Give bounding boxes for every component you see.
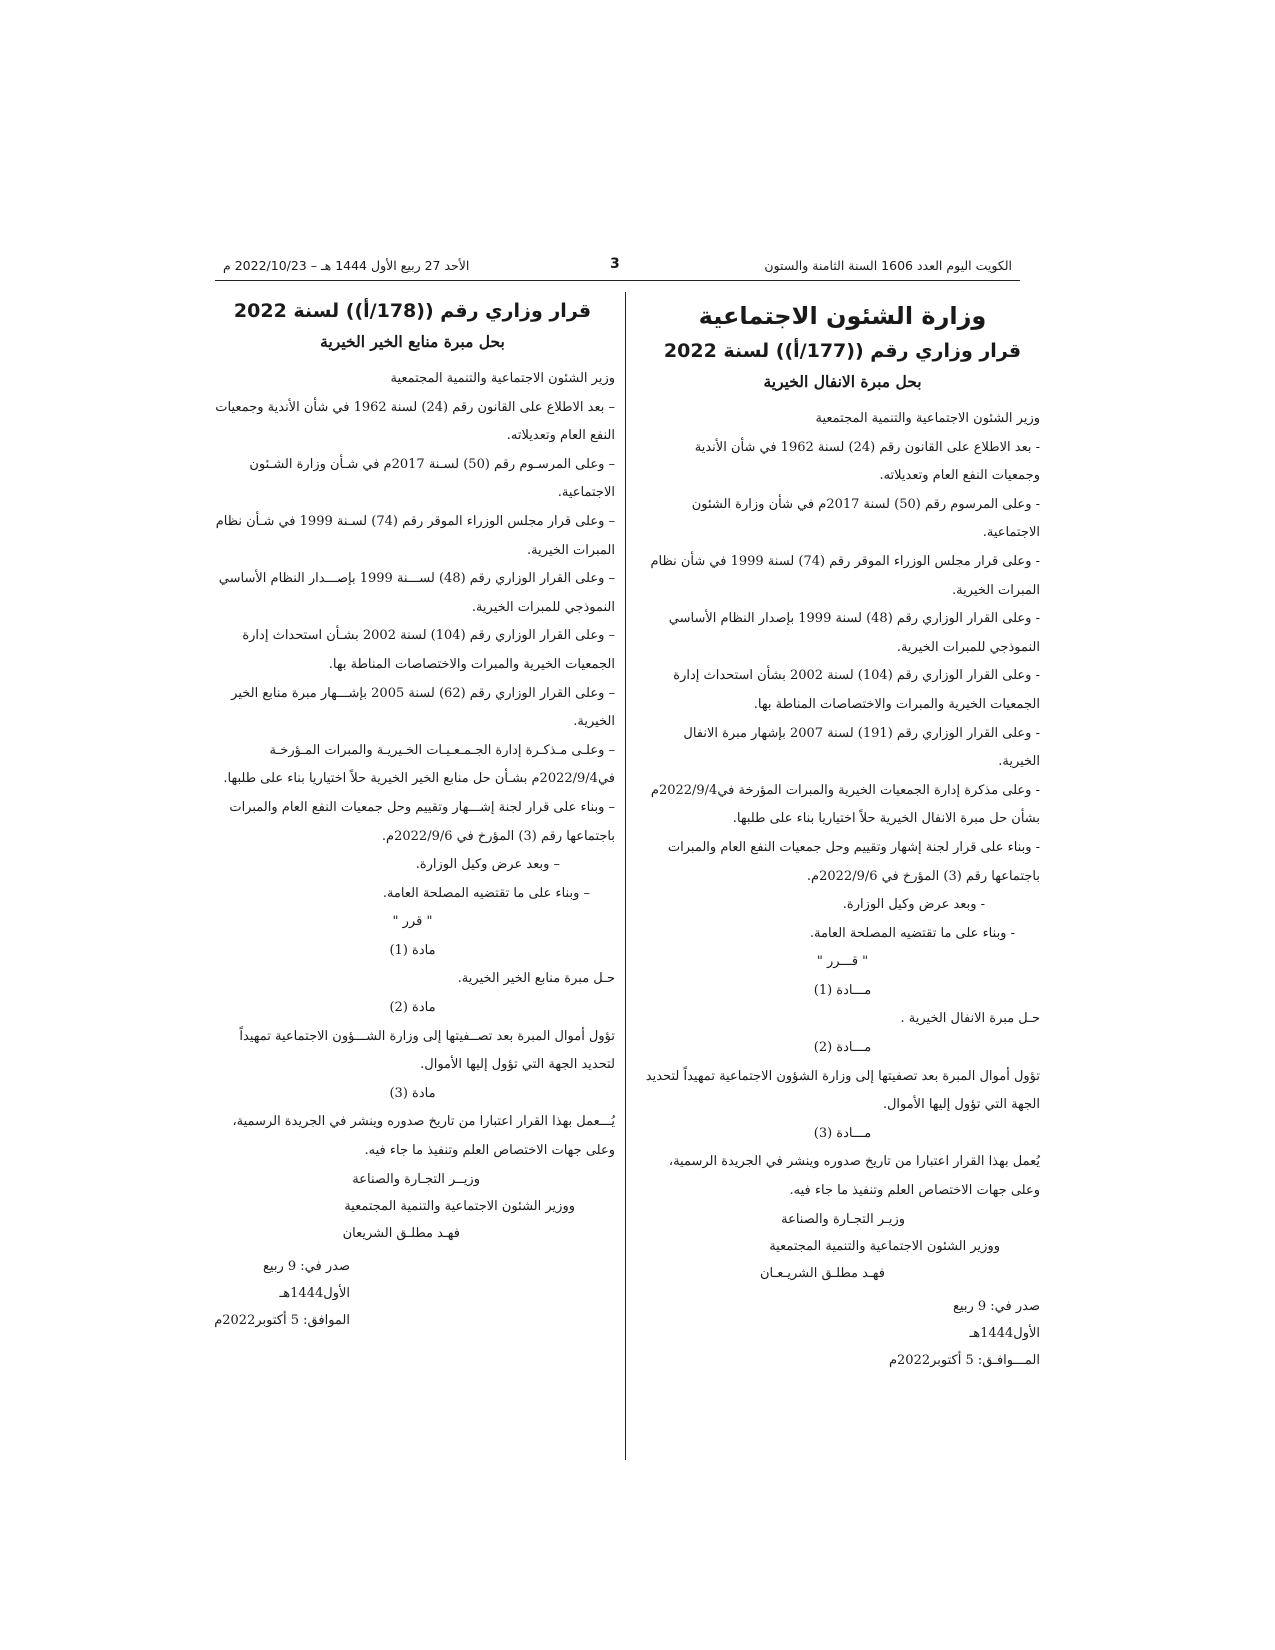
signature-title: وزيـر التجـارة والصناعة	[781, 1211, 905, 1227]
preamble-line: - وعلى القرار الوزاري رقم (191) لسنة 2007 بإشهار مبرة الانفال الخيرية.	[683, 725, 1040, 770]
header-issue: الكويت اليوم العدد 1606 السنة الثامنة والستون	[764, 258, 1012, 273]
preamble-line: – وعلى المرسـوم رقم (50) لسـنة 2017م في شـأن وزارة الشـئون الاجتماعية.	[249, 456, 615, 501]
preamble-line: – وعلى القرار الوزاري رقم (104) لسنة 2002 بشـأن استحداث إدارة الجمعيات الخيرية والمبرات والاختصاصات المناطة بها.	[242, 628, 615, 672]
article-heading: مادة (1)	[389, 942, 436, 958]
preamble-line: - وعلى مذكرة إدارة الجمعيات الخيرية والمبرات المؤرخة في2022/9/4م بشأن حل مبرة الانفال الخيرية حلاً اختياريا بناء على طلبها.	[650, 782, 1040, 827]
preamble-line: – وعلى القرار الوزاري رقم (62) لسنة 2005 بإشـــهار مبرة منابع الخير الخيرية.	[231, 685, 615, 730]
preamble-line: – بعد الاطلاع على القانون رقم (24) لسنة 1962 في شأن الأندية وجمعيات النفع العام وتعديلاته.	[215, 399, 615, 444]
decision-subtitle: بحل مبرة منابع الخير الخيرية	[320, 332, 505, 351]
preamble-line: – وعلى القرار الوزاري رقم (48) لســـنة 1999 بإصـــدار النظام الأساسي النموذجي للمبرات الخيرية.	[218, 571, 615, 615]
decision-title: قرار وزاري رقم ((178/أ)) لسنة 2022	[233, 300, 592, 322]
preamble-line: وزير الشئون الاجتماعية والتنمية المجتمعية	[815, 411, 1040, 426]
article-heading: مادة (2)	[389, 1000, 436, 1016]
preamble-line: – وعلـى مـذكـرة إدارة الجـمـعـيـات الخـيريـة والمبرات المـؤرخـة في2022/9/4م بشـأن حل منابع الخير الخيرية حلاً اختياريا بناء على طلبها.	[223, 742, 615, 787]
preamble-line: وزير الشئون الاجتماعية والتنمية المجتمعية	[390, 371, 615, 386]
preamble-line: – وبناء على قرار لجنة إشـــهار وتقييم وحل جمعيات النفع العام والمبرات باجتماعها رقم (3) المؤرخ في 2022/9/6م.	[229, 799, 615, 844]
preamble-line: – وعلى قرار مجلس الوزراء الموقر رقم (74) لسـنة 1999 في شـأن نظام المبرات الخيرية.	[215, 513, 615, 558]
decision-177-column	[645, 300, 1040, 1374]
article-text: يُعمل بهذا القرار اعتبارا من تاريخ صدوره وينشر في الجريدة الرسمية، وعلى جهات الاختصاص العلم وتنفيذ ما جاء فيه.	[668, 1154, 1040, 1199]
issue-date-gregorian: المـــوافـق: 5 أكتوبر2022م	[888, 1352, 1040, 1368]
issue-date-gregorian: الموافق: 5 أكتوبر2022م	[214, 1312, 350, 1328]
article-text: تؤول أموال المبرة بعد تصــفيتها إلى وزارة الشـــؤون الاجتماعية تمهيداً لتحديد الجهة التي تؤول إليها الأموال.	[239, 1028, 615, 1073]
decided-heading: " قـــرر "	[816, 954, 869, 970]
preamble-line: - وبناء على ما تقتضيه المصلحة العامة.	[809, 925, 1015, 941]
preamble-line: - وعلى القرار الوزاري رقم (104) لسنة 2002 بشأن استحداث إدارة الجمعيات الخيرية والمبرات والاختصاصات المناطة بها.	[673, 668, 1040, 712]
signature-title: وزيــر التجـارة والصناعة	[352, 1171, 480, 1187]
header-date: الأحد 27 ربيع الأول 1444 هـ – 2022/10/23 م	[223, 258, 470, 273]
page-number: 3	[610, 256, 620, 272]
article-text: حـل مبرة منابع الخير الخيرية.	[457, 971, 615, 987]
preamble-line: – وبعد عرض وكيل الوزارة.	[415, 857, 560, 873]
preamble-line: - وبعد عرض وكيل الوزارة.	[842, 897, 985, 913]
issue-date: صدر في: 9 ربيع الأول1444هـ	[263, 1258, 350, 1301]
preamble-line: - وعلى القرار الوزاري رقم (48) لسنة 1999 بإصدار النظام الأساسي النموذجي للمبرات الخيرية.	[668, 611, 1040, 655]
article-heading: مـــادة (2)	[813, 1040, 872, 1056]
preamble-line: - وبناء على قرار لجنة إشهار وتقييم وحل جمعيات النفع العام والمبرات باجتماعها رقم (3) المؤرخ في 2022/9/6م.	[667, 839, 1040, 884]
decided-heading: " قرر "	[392, 914, 433, 930]
decision-subtitle: بحل مبرة الانفال الخيرية	[763, 372, 922, 391]
article-text: حـل مبرة الانفال الخيرية .	[900, 1011, 1040, 1027]
issue-date-block	[210, 1253, 350, 1334]
preamble-line: – وبناء على ما تقتضيه المصلحة العامة.	[382, 885, 590, 901]
decision-178-column	[210, 300, 615, 1334]
ministry-heading: وزارة الشئون الاجتماعية	[698, 302, 987, 330]
preamble-line: - وعلى قرار مجلس الوزراء الموقر رقم (74) لسنة 1999 في شأن نظام المبرات الخيرية.	[650, 553, 1040, 598]
article-heading: مـــادة (3)	[813, 1125, 872, 1141]
article-heading: مادة (3)	[389, 1085, 436, 1101]
signature-name: فهـد مطلـق الشريـعـان	[759, 1265, 885, 1281]
article-text: يُـــعمل بهذا القرار اعتبارا من تاريخ صدوره وينشر في الجريدة الرسمية، وعلى جهات الاختصاص العلم وتنفيذ ما جاء فيه.	[232, 1114, 615, 1159]
article-heading: مـــادة (1)	[813, 982, 872, 998]
signature-title: ووزير الشئون الاجتماعية والتنمية المجتمعية	[344, 1198, 575, 1214]
preamble-line: - وعلى المرسوم رقم (50) لسنة 2017م في شأن وزارة الشئون الاجتماعية.	[691, 496, 1040, 541]
signature-title: ووزير الشئون الاجتماعية والتنمية المجتمعية	[769, 1238, 1000, 1254]
preamble-line: - بعد الاطلاع على القانون رقم (24) لسنة 1962 في شأن الأندية وجمعيات النفع العام وتعديلاته.	[694, 439, 1040, 484]
article-text: تؤول أموال المبرة بعد تصفيتها إلى وزارة الشؤون الاجتماعية تمهيداً لتحديد الجهة التي تؤول إليها الأموال.	[645, 1068, 1040, 1113]
issue-date: صدر في: 9 ربيع الأول1444هـ	[953, 1298, 1040, 1341]
signature-name: فهـد مطلـق الشريعان	[342, 1225, 460, 1241]
decision-title: قرار وزاري رقم ((177/أ)) لسنة 2022	[663, 340, 1022, 362]
page-header	[215, 250, 1020, 281]
issue-date-block	[880, 1293, 1040, 1374]
column-divider	[625, 292, 626, 1460]
